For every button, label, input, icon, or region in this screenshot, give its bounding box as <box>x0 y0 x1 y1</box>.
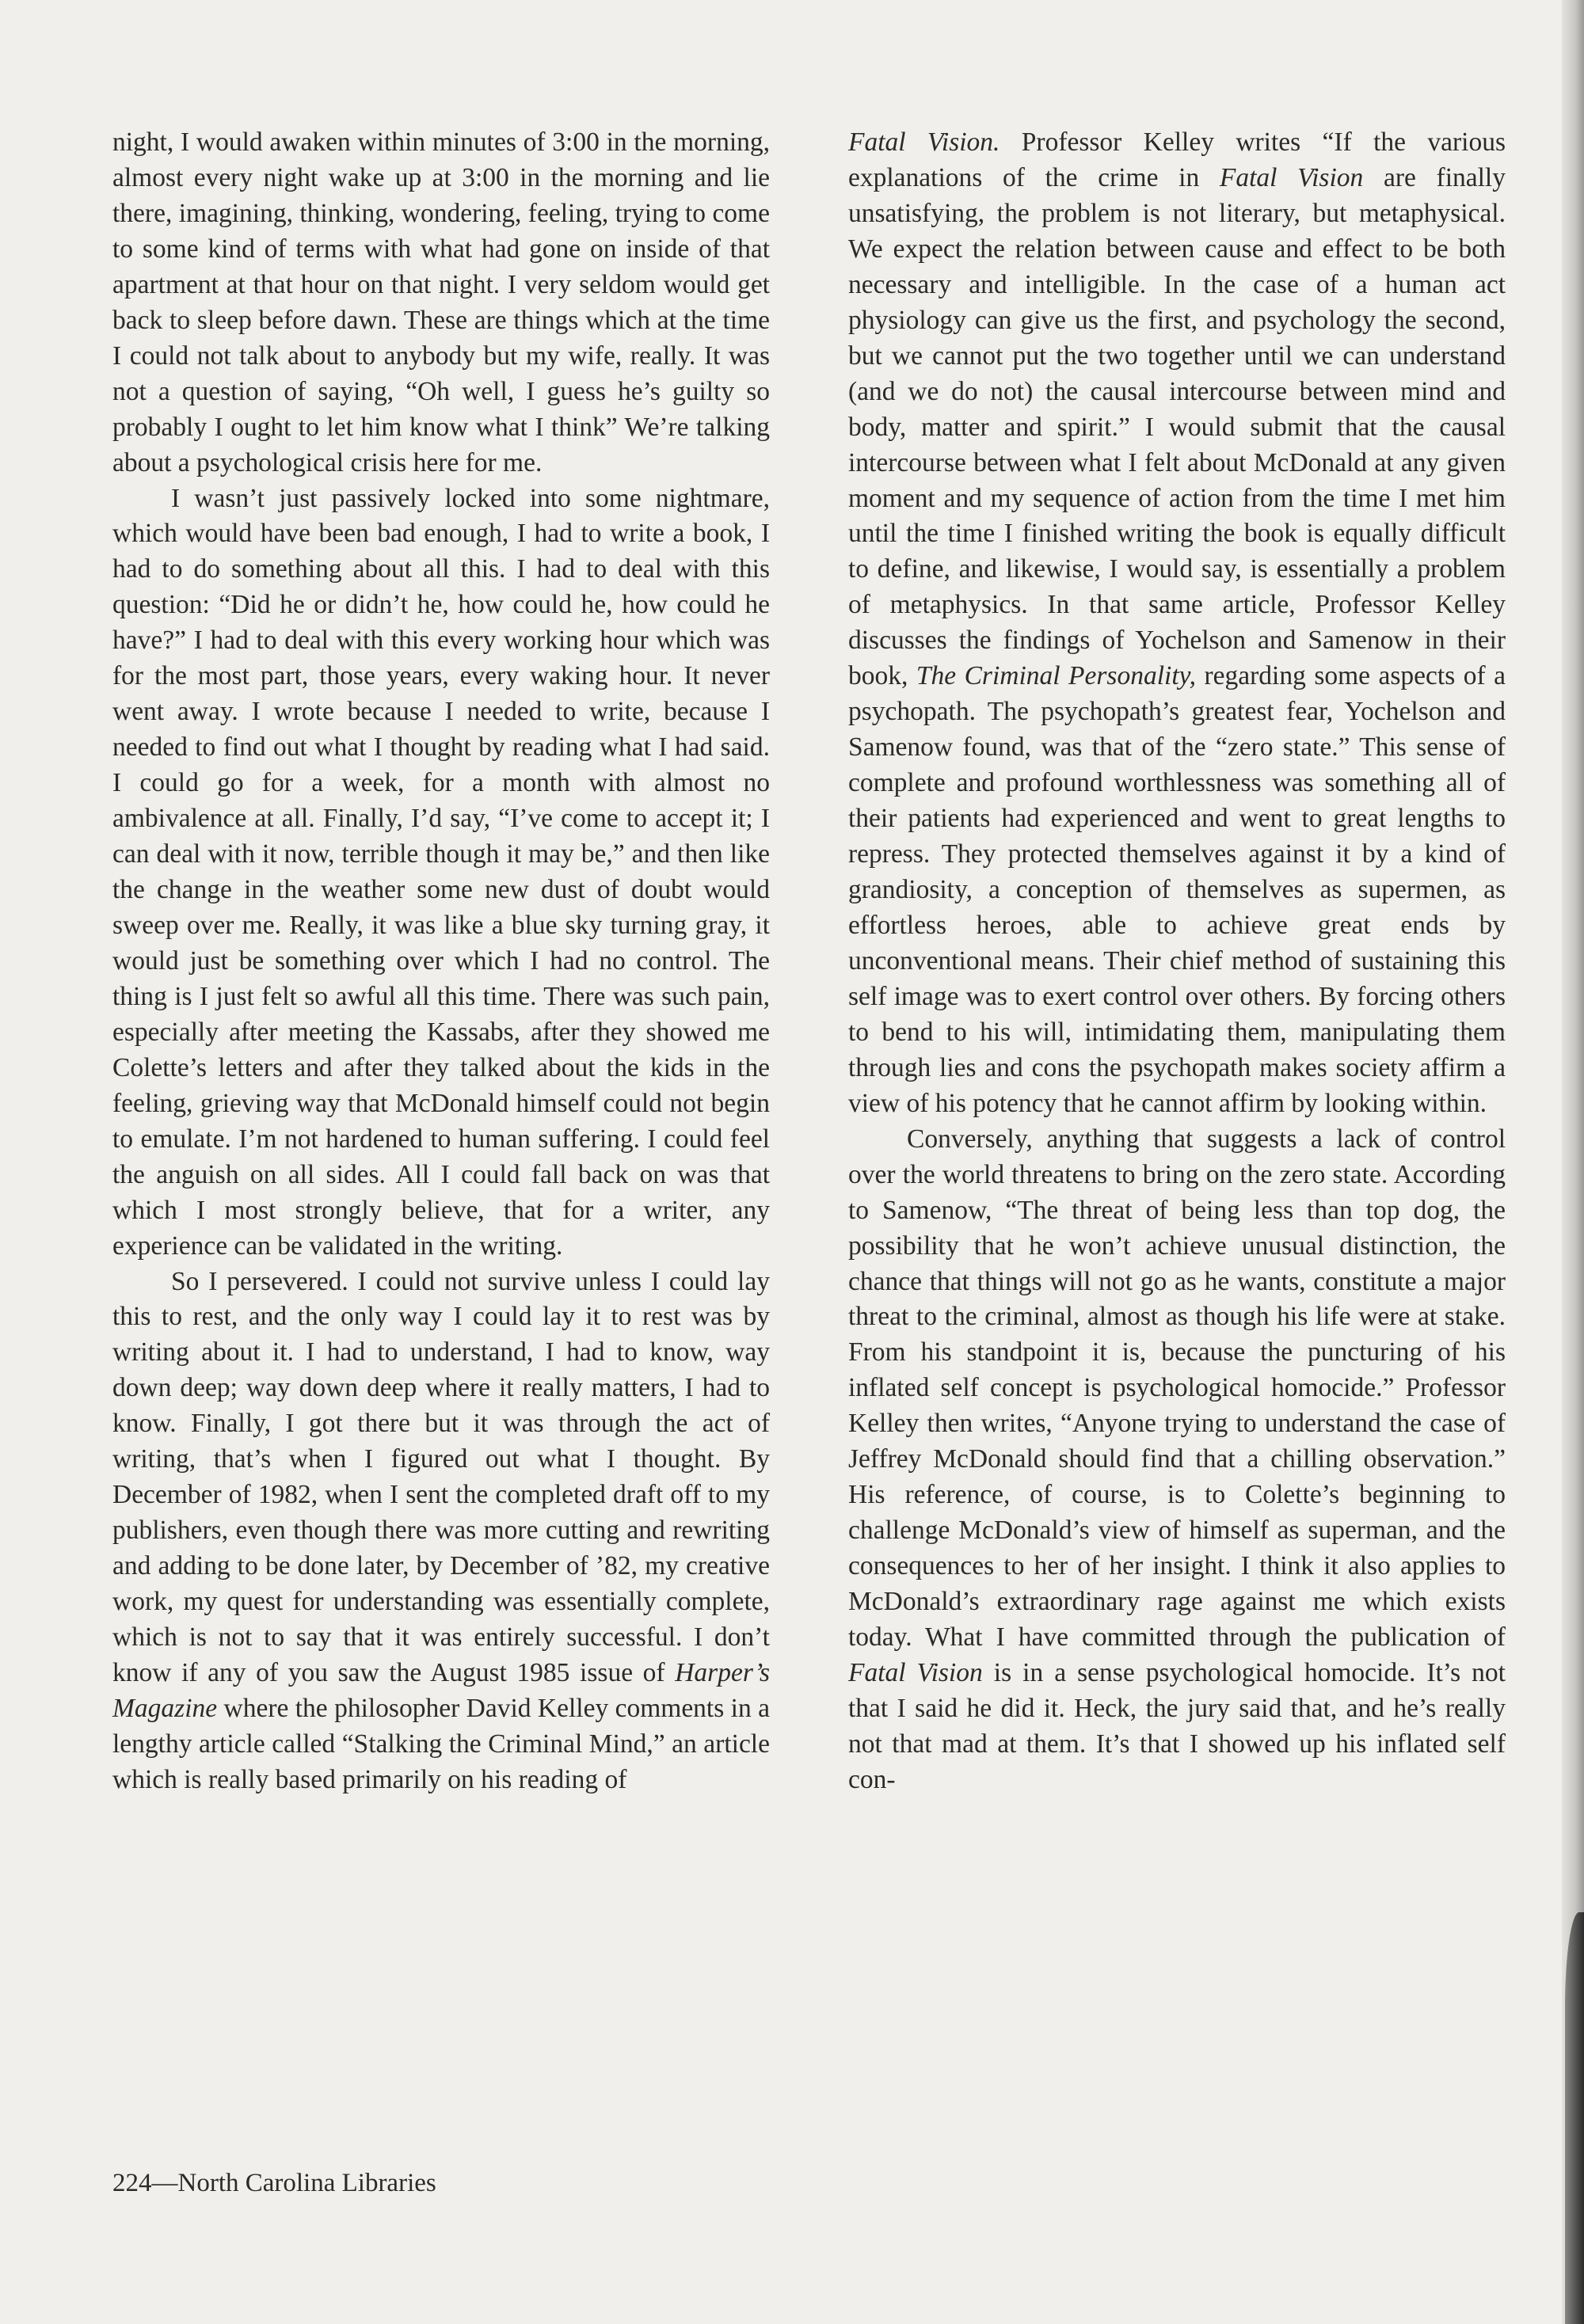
italic-title-text: Fatal Vision. <box>848 127 1000 157</box>
italic-title-text: The Criminal Personality, <box>916 661 1197 691</box>
body-text: So I persevered. I could not survive unless I could lay this to rest, and the only way I could lay it to rest was by writing about it. I had to understand, I had to know, way down deep; way down deep where it really matters, I had to know. Finally, I got there but it was through the act of writing, that’s when I figured out what I thought. By December of 1982, when I sent the completed draft off to my publishers, even though there was more cutting and rewriting and adding to be done later, by December of ’82, my creative work, my quest for understanding was essentially complete, which is not to say that it was entirely successful. I don’t know if any of you saw the August 1985 issue of <box>112 1266 770 1687</box>
italic-title-text: Fatal Vision <box>1219 162 1364 192</box>
paragraph <box>112 1265 770 1798</box>
body-text: are finally unsatisfying, the problem is not literary, but metaphysical. We expect the relation between cause and effect to be both necessary and intelligible. In the case of a human act physiology can give us the first, and psychology the second, but we cannot put the two together until we can understand (and we do not) the causal intercourse between mind and body, matter and spirit.” I would submit that the causal intercourse between what I felt about McDonald at any given moment and my sequence of action from the time I met him until the time I finished writing the book is equally difficult to define, and likewise, I would say, is essentially a problem of metaphysics. In that same article, Professor Kelley discusses the findings of Yochelson and Samenow in their book, <box>848 162 1506 691</box>
paragraph <box>112 125 770 481</box>
page-number-label: 224—North Carolina Libraries <box>112 2169 436 2197</box>
italic-title-text: Fatal Vision <box>848 1657 983 1687</box>
body-text: night, I would awaken within minutes of 3:00 in the morning, almost every night wake up at 3:00 in the morning and lie there, imagining, thinking, wondering, feeling, trying to come to some kind of terms with what had gone on inside of that apartment at that hour on that night. I very seldom would get back to sleep before dawn. These are things which at the time I could not talk about to anybody but my wife, really. It was not a question of saying, “Oh well, I guess he’s guilty so probably I ought to let him know what I think” We’re talking about a psychological crisis here for me. <box>112 127 770 477</box>
page-footer <box>112 2167 436 2199</box>
body-text: is in a sense psychological homocide. It’s not that I said he did it. Heck, the jury said that, and he’s really not that mad at them. It’s that I showed up his inflated self con- <box>848 1657 1506 1794</box>
right-text-column <box>848 125 1506 1798</box>
body-text: I wasn’t just passively locked into some nightmare, which would have been bad enough, I had to write a book, I had to do something about all this. I had to deal with this question: “Did he or didn’t he, how could he, how could he have?” I had to deal with this every working hour which was for the most part, those years, every waking hour. It never went away. I wrote because I needed to write, because I needed to find out what I thought by reading what I had said. I could go for a week, for a month with almost no ambivalence at all. Finally, I’d say, “I’ve come to accept it; I can deal with it now, terrible though it may be,” and then like the change in the weather some new dust of doubt would sweep over me. Really, it was like a blue sky turning gray, it would just be something over which I had no control. The thing is I just felt so awful all this time. There was such pain, especially after meeting the Kassabs, after they showed me Colette’s letters and after they talked about the kids in the feeling, grieving way that McDonald himself could not begin to emulate. I’m not hardened to human suffering. I could feel the anguish on all sides. All I could fall back on was that which I most strongly believe, that for a writer, any experience can be validated in the writing. <box>112 483 770 1261</box>
left-text-column <box>112 125 770 1798</box>
body-text: regarding some aspects of a psychopath. The psychopath’s greatest fear, Yochelson and Samenow found, was that of the “zero state.” This sense of complete and profound worthlessness was something all of their patients had experienced and went to great lengths to repress. They protected themselves against it by a kind of grandiosity, a conception of themselves as supermen, as effortless heroes, able to achieve great ends by unconventional means. Their chief method of sustaining this self image was to exert control over others. By forcing others to bend to his will, intimidating them, manipulating them through lies and cons the psychopath makes society affirm a view of his potency that he cannot affirm by looking within. <box>848 661 1506 1118</box>
page-binding-shadow <box>1565 1912 1584 2324</box>
paragraph <box>848 125 1506 1122</box>
body-text: where the philosopher David Kelley comments in a lengthy article called “Stalking the Criminal Mind,” an article which is really based primarily on his reading of <box>112 1693 770 1794</box>
paragraph <box>112 481 770 1265</box>
body-text: Conversely, anything that suggests a lack of control over the world threatens to bring on the zero state. According to Samenow, “The threat of being less than top dog, the possibility that he won’t achieve unusual distinction, the chance that things will not go as he wants, constitute a major threat to the criminal, almost as though his life were at stake. From his standpoint it is, because the puncturing of his inflated self concept is psychological homocide.” Professor Kelley then writes, “Anyone trying to understand the case of Jeffrey McDonald should find that a chilling observation.” His reference, of course, is to Colette’s beginning to challenge McDonald’s view of himself as superman, and the consequences to her of her insight. I think it also applies to McDonald’s extraordinary rage against me which exists today. What I have committed through the publication of <box>848 1124 1506 1653</box>
italic-title-text: Harper’s Magazine <box>112 1657 770 1723</box>
paragraph <box>848 1122 1506 1798</box>
body-text: Professor Kelley writes “If the various explanations of the crime in <box>848 127 1506 192</box>
